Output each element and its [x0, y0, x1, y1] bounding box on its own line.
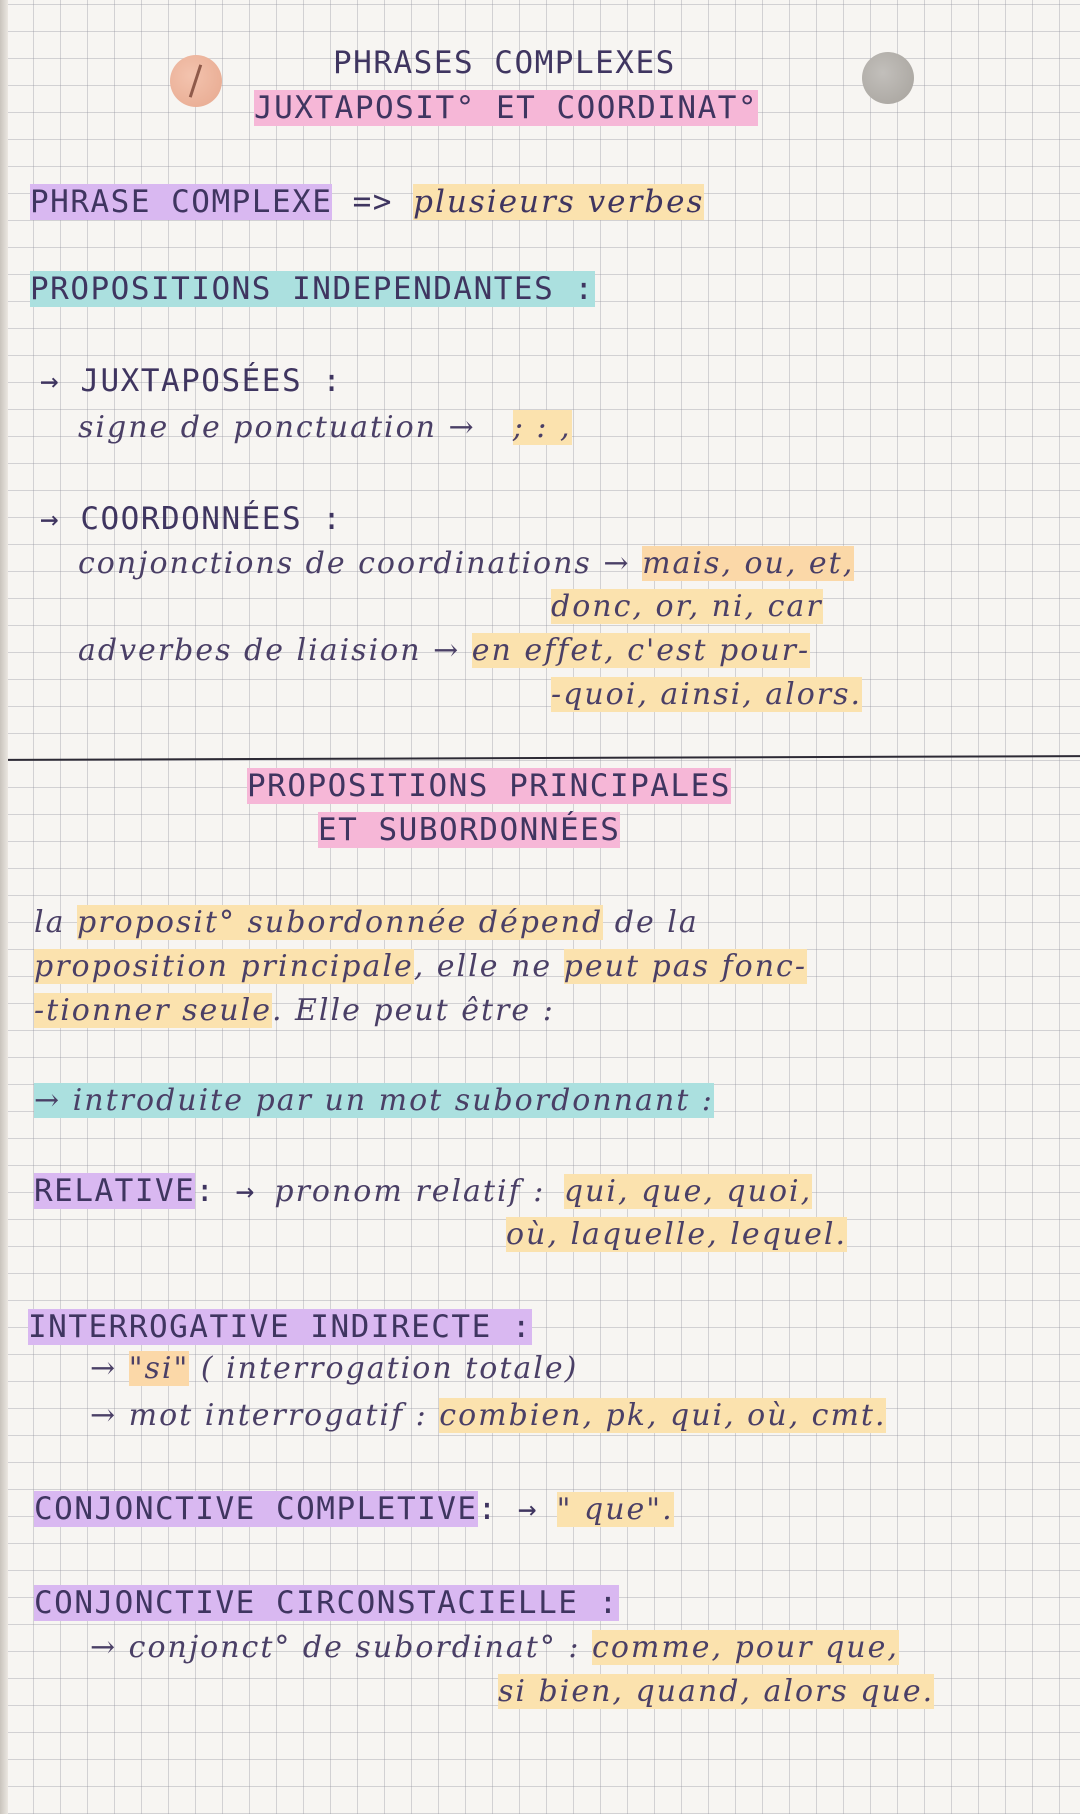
circonstancielle-line-1: → conjonct° de subordinat° : comme, pour que,: [90, 1630, 899, 1665]
interrogative-line-1: → "si" ( interrogation totale): [90, 1351, 579, 1386]
implies-arrow: =>: [352, 184, 393, 220]
paragraph-line-1: la proposit° subordonnée dépend de la: [34, 905, 699, 940]
conjonctions-line-2: donc, or, ni, car: [551, 589, 823, 624]
completive-label: CONJONCTIVE COMPLETIVE: [34, 1491, 478, 1527]
interrogative-heading: INTERROGATIVE INDIRECTE :: [28, 1309, 533, 1345]
conjonctions-line: conjonctions de coordinations → mais, ou, et,: [78, 546, 855, 581]
page-title: PHRASES COMPLEXES: [333, 45, 676, 81]
interrogative-list: combien, pk, qui, où, cmt.: [439, 1398, 887, 1433]
relative-line: RELATIVE: → pronom relatif : qui, que, quoi,: [34, 1173, 813, 1209]
punch-hole-icon: [862, 52, 914, 104]
adverbes-line-2: -quoi, ainsi, alors.: [551, 677, 863, 712]
principales-heading: PROPOSITIONS PRINCIPALES: [247, 768, 731, 804]
phrase-complexe-definition: plusieurs verbes: [413, 184, 705, 220]
interrogative-line-2: → mot interrogatif : combien, pk, qui, où, cmt.: [90, 1398, 887, 1433]
coordonnees-label: → COORDONNÉES :: [40, 501, 343, 537]
subtitle-highlight: JUXTAPOSIT° ET COORDINAT°: [254, 90, 759, 126]
subordonnees-heading: ET SUBORDONNÉES: [318, 812, 621, 848]
section-divider: [8, 755, 1080, 761]
paragraph-line-2: proposition principale, elle ne peut pas fonc-: [34, 949, 807, 984]
juxtaposees-label: → JUXTAPOSÉES :: [40, 363, 343, 399]
phrase-complexe-line: [30, 183, 704, 221]
page-subtitle: [254, 89, 758, 127]
circonstancielle-line-2: si bien, quand, alors que.: [498, 1674, 935, 1709]
adverbes-list: en effet, c'est pour-: [471, 633, 811, 668]
adverbes-line: adverbes de liaision → en effet, c'est pour-: [78, 633, 811, 668]
circonstancielle-list: comme, pour que,: [592, 1630, 899, 1665]
completive-line: CONJONCTIVE COMPLETIVE: → " que".: [34, 1491, 674, 1527]
punctuation-signs: ; : ,: [512, 410, 572, 445]
phrase-complexe-term: PHRASE COMPLEXE: [30, 184, 333, 220]
intro-line: → introduite par un mot subordonnant :: [34, 1083, 714, 1118]
juxtaposees-line: signe de ponctuation → ; : ,: [78, 410, 572, 445]
independantes-heading: PROPOSITIONS INDEPENDANTES :: [30, 271, 595, 307]
relative-label: RELATIVE: [34, 1173, 196, 1209]
conjonctions-list: mais, ou, et,: [642, 546, 855, 581]
relative-list: qui, que, quoi,: [563, 1174, 813, 1209]
paragraph-line-3: -tionner seule. Elle peut être :: [34, 993, 555, 1028]
circonstancielle-heading: CONJONCTIVE CIRCONSTACIELLE :: [34, 1585, 619, 1621]
pin-icon: [170, 55, 222, 107]
relative-line-2: où, laquelle, lequel.: [506, 1217, 847, 1252]
